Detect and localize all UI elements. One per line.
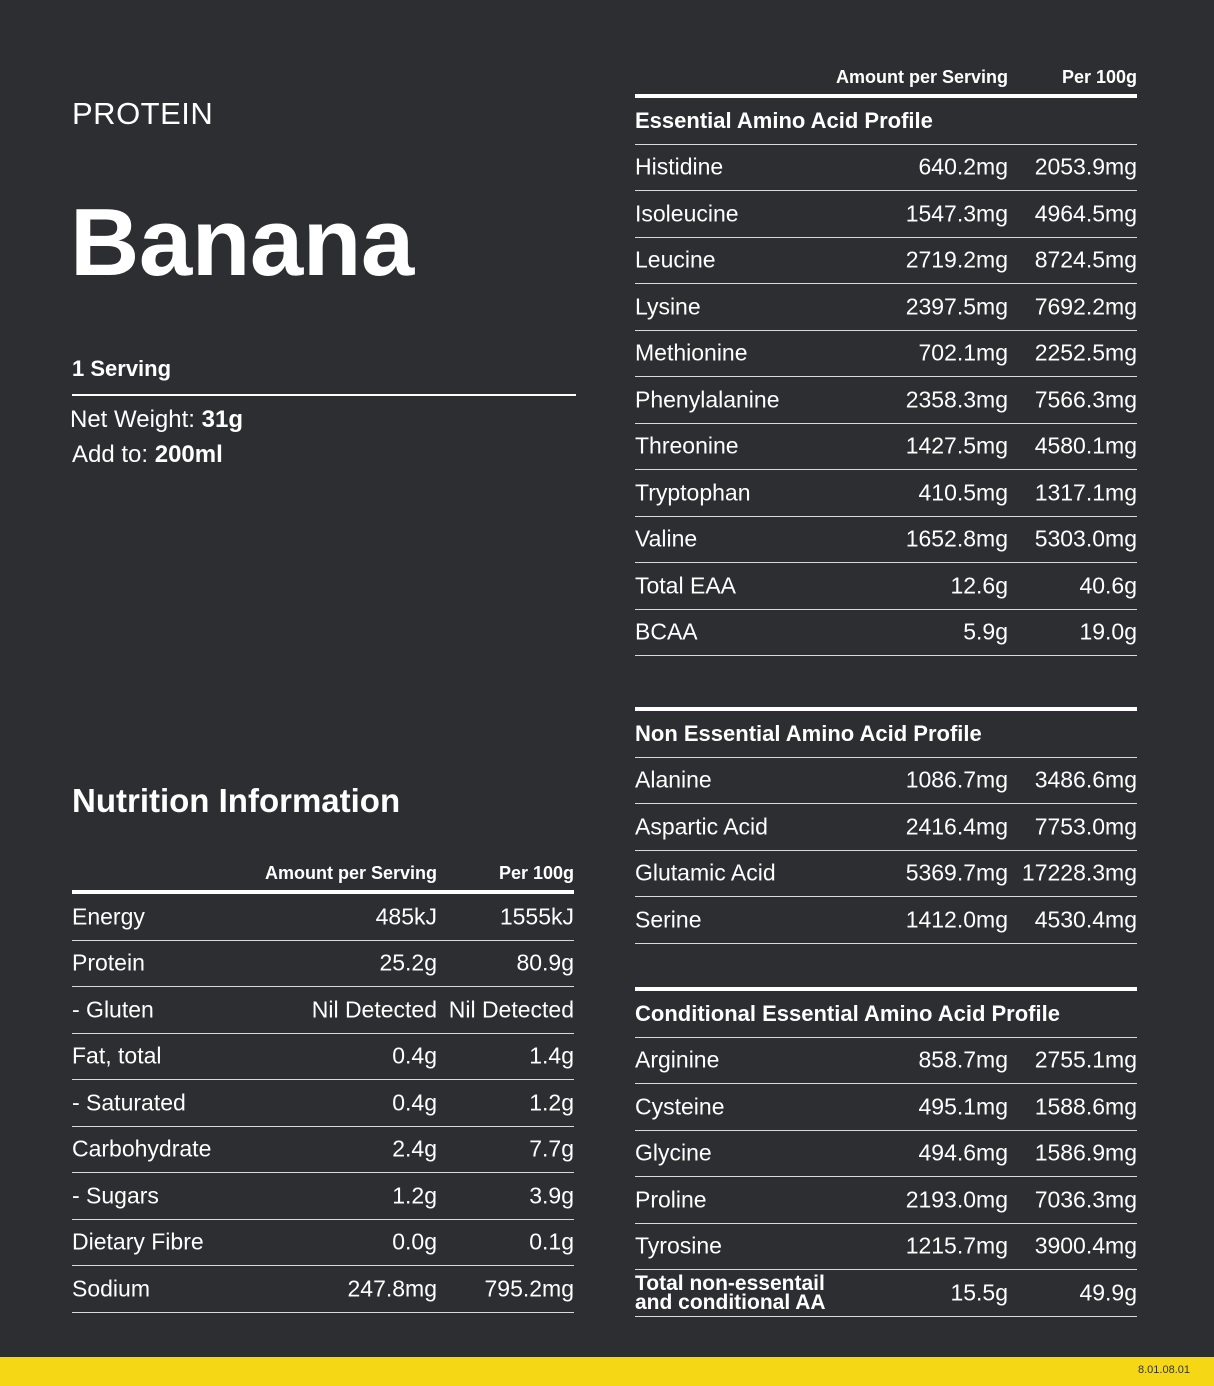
table-row xyxy=(635,1177,1137,1224)
table-row xyxy=(635,470,1137,517)
row-serving-value: 0.4g xyxy=(392,1089,437,1116)
row-per100g-value: 19.0g xyxy=(1079,618,1137,645)
row-serving-value: 2.4g xyxy=(392,1135,437,1162)
row-per100g-value: 0.1g xyxy=(529,1228,574,1255)
row-serving-value: 2193.0mg xyxy=(905,1186,1008,1213)
row-per100g-value: 1586.9mg xyxy=(1034,1139,1137,1166)
table-row-total xyxy=(635,1270,1137,1317)
row-per100g-value: 7.7g xyxy=(529,1135,574,1162)
row-serving-value: 495.1mg xyxy=(918,1093,1008,1120)
table-row xyxy=(72,1127,574,1174)
section-title-text: Conditional Essential Amino Acid Profile xyxy=(635,1000,1060,1026)
row-serving-value: 410.5mg xyxy=(918,479,1008,506)
net-weight-value: 31g xyxy=(201,406,243,433)
row-name: Glutamic Acid xyxy=(635,859,776,886)
product-flavour: Banana xyxy=(70,189,414,296)
net-weight-label: Net Weight: xyxy=(70,406,202,433)
row-serving-value: 5369.7mg xyxy=(905,859,1008,886)
row-serving-value: 1086.7mg xyxy=(905,766,1008,793)
row-serving-value: 1.2g xyxy=(392,1182,437,1209)
row-serving-value: 5.9g xyxy=(963,618,1008,645)
row-per100g-value: 7036.3mg xyxy=(1034,1186,1137,1213)
table-row xyxy=(635,377,1137,424)
row-name: Tryptophan xyxy=(635,479,751,506)
row-name: Arginine xyxy=(635,1046,720,1073)
table-row xyxy=(635,897,1137,944)
table-row xyxy=(635,804,1137,851)
row-name: Fat, total xyxy=(72,1042,162,1069)
row-serving-value: 1547.3mg xyxy=(905,200,1008,227)
row-per100g-value: 4580.1mg xyxy=(1034,432,1137,459)
row-name: Glycine xyxy=(635,1139,712,1166)
row-name: Serine xyxy=(635,906,702,933)
row-name: Dietary Fibre xyxy=(72,1228,204,1255)
row-name: Carbohydrate xyxy=(72,1135,212,1162)
row-name: - Sugars xyxy=(72,1182,159,1209)
section-title xyxy=(635,991,1137,1038)
row-name: Tyrosine xyxy=(635,1232,722,1259)
row-name: - Gluten xyxy=(72,996,154,1023)
table-row xyxy=(635,1084,1137,1131)
row-per100g-value: 5303.0mg xyxy=(1034,525,1137,552)
table-row xyxy=(635,563,1137,610)
table-row xyxy=(72,1266,574,1313)
row-per100g-value: 4964.5mg xyxy=(1034,200,1137,227)
row-name: Histidine xyxy=(635,153,724,180)
table-row xyxy=(635,517,1137,564)
row-name-line2: and conditional AA xyxy=(635,1290,826,1314)
row-name: BCAA xyxy=(635,618,698,645)
row-serving-value: 12.6g xyxy=(950,572,1008,599)
row-serving-value: 2719.2mg xyxy=(905,246,1008,273)
row-name: Phenylalanine xyxy=(635,386,780,413)
row-serving-value: 1412.0mg xyxy=(905,906,1008,933)
column-header-per100g: Per 100g xyxy=(1061,67,1137,87)
row-serving-value: 15.5g xyxy=(950,1279,1008,1306)
table-row xyxy=(635,284,1137,331)
row-name: Valine xyxy=(635,525,698,552)
row-per100g-value: 17228.3mg xyxy=(1021,859,1137,886)
row-per100g-value: 4530.4mg xyxy=(1034,906,1137,933)
row-serving-value: Nil Detected xyxy=(311,996,437,1023)
serving-label: 1 Serving xyxy=(72,356,172,381)
table-row xyxy=(635,1038,1137,1085)
row-per100g-value: 3486.6mg xyxy=(1034,766,1137,793)
table-row xyxy=(72,1080,574,1127)
table-row xyxy=(635,758,1137,805)
row-per100g-value: 1.2g xyxy=(529,1089,574,1116)
section-title xyxy=(635,98,1137,145)
row-per100g-value: 2755.1mg xyxy=(1034,1046,1137,1073)
row-name: Total EAA xyxy=(635,572,736,599)
table-row xyxy=(635,145,1137,192)
row-name: Proline xyxy=(635,1186,707,1213)
table-row xyxy=(72,894,574,941)
table-row xyxy=(635,238,1137,285)
row-per100g-value: 2252.5mg xyxy=(1034,339,1137,366)
row-name: Sodium xyxy=(72,1275,150,1302)
row-per100g-value: 7753.0mg xyxy=(1034,813,1137,840)
row-name: Leucine xyxy=(635,246,716,273)
net-weight xyxy=(70,406,243,434)
row-per100g-value: 1.4g xyxy=(529,1042,574,1069)
table-row xyxy=(635,1131,1137,1178)
row-serving-value: 1652.8mg xyxy=(905,525,1008,552)
table-row xyxy=(72,1034,574,1081)
add-to-label: Add to: xyxy=(72,441,155,468)
row-per100g-value: 49.9g xyxy=(1079,1279,1137,1306)
row-per100g-value: 1555kJ xyxy=(499,903,574,930)
row-serving-value: 247.8mg xyxy=(347,1275,437,1302)
row-per100g-value: 1588.6mg xyxy=(1034,1093,1137,1120)
row-name: Aspartic Acid xyxy=(635,813,768,840)
row-name: Alanine xyxy=(635,766,712,793)
non-essential-amino-table xyxy=(635,707,1137,944)
row-name: Lysine xyxy=(635,293,701,320)
row-per100g-value: 80.9g xyxy=(516,949,574,976)
row-per100g-value: 3900.4mg xyxy=(1034,1232,1137,1259)
row-serving-value: 2358.3mg xyxy=(905,386,1008,413)
row-name: Cysteine xyxy=(635,1093,725,1120)
row-name: Energy xyxy=(72,903,145,930)
row-serving-value: 858.7mg xyxy=(918,1046,1008,1073)
column-header-serving: Amount per Serving xyxy=(264,863,437,883)
footer-code: 8.01.08.01 xyxy=(1138,1364,1190,1376)
row-name: - Saturated xyxy=(72,1089,186,1116)
table-row xyxy=(72,1220,574,1267)
section-title xyxy=(635,711,1137,758)
table-row xyxy=(635,851,1137,898)
row-serving-value: 494.6mg xyxy=(918,1139,1008,1166)
row-per100g-value: 1317.1mg xyxy=(1034,479,1137,506)
row-per100g-value: 2053.9mg xyxy=(1034,153,1137,180)
row-serving-value: 1215.7mg xyxy=(905,1232,1008,1259)
row-name: Protein xyxy=(72,949,145,976)
table-row xyxy=(72,941,574,988)
nutrition-title: Nutrition Information xyxy=(72,782,401,819)
conditional-amino-table xyxy=(635,987,1137,1317)
product-category: PROTEIN xyxy=(72,96,214,131)
table-row xyxy=(635,191,1137,238)
row-serving-value: 0.0g xyxy=(392,1228,437,1255)
serving-divider xyxy=(72,394,576,396)
section-title-text: Non Essential Amino Acid Profile xyxy=(635,720,982,746)
row-per100g-value: 3.9g xyxy=(529,1182,574,1209)
row-name xyxy=(635,1271,826,1314)
row-per100g-value: 7692.2mg xyxy=(1034,293,1137,320)
row-serving-value: 2397.5mg xyxy=(905,293,1008,320)
row-name: Methionine xyxy=(635,339,748,366)
row-serving-value: 702.1mg xyxy=(918,339,1008,366)
row-name-line1: Total non-essentail xyxy=(635,1271,825,1295)
section-title-text: Essential Amino Acid Profile xyxy=(635,107,933,133)
amino-table-header xyxy=(635,64,1137,94)
add-to-value: 200ml xyxy=(154,441,223,468)
row-name: Threonine xyxy=(635,432,739,459)
table-row xyxy=(72,1173,574,1220)
column-header-serving: Amount per Serving xyxy=(835,67,1008,87)
footer-bar xyxy=(0,1357,1214,1386)
add-to xyxy=(72,441,223,469)
row-per100g-value: 40.6g xyxy=(1079,572,1137,599)
row-per100g-value: 795.2mg xyxy=(484,1275,574,1302)
row-serving-value: 25.2g xyxy=(379,949,437,976)
row-per100g-value: Nil Detected xyxy=(448,996,574,1023)
row-per100g-value: 7566.3mg xyxy=(1034,386,1137,413)
row-serving-value: 485kJ xyxy=(375,903,437,930)
essential-amino-table xyxy=(635,64,1137,656)
row-serving-value: 1427.5mg xyxy=(905,432,1008,459)
row-name: Isoleucine xyxy=(635,200,739,227)
table-row xyxy=(72,987,574,1034)
row-serving-value: 0.4g xyxy=(392,1042,437,1069)
row-serving-value: 2416.4mg xyxy=(905,813,1008,840)
table-row xyxy=(635,331,1137,378)
column-header-per100g: Per 100g xyxy=(498,863,574,883)
row-per100g-value: 8724.5mg xyxy=(1034,246,1137,273)
row-serving-value: 640.2mg xyxy=(918,153,1008,180)
table-row xyxy=(635,424,1137,471)
nutrition-table xyxy=(72,860,574,1313)
table-row xyxy=(635,610,1137,657)
table-row xyxy=(635,1224,1137,1271)
nutrition-table-header xyxy=(72,860,574,890)
